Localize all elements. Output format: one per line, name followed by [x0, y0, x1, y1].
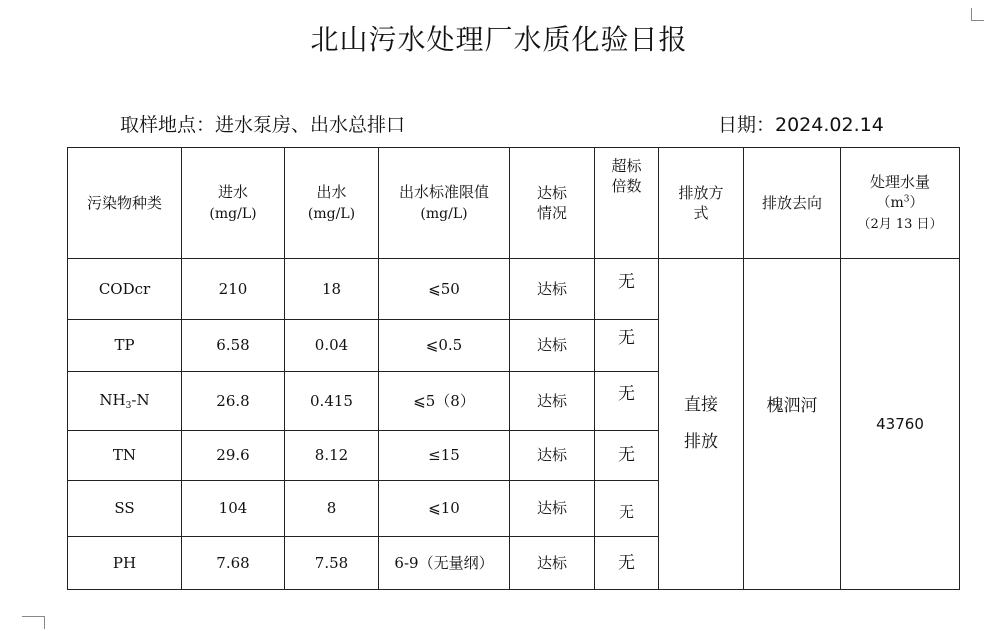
exceed-cell: [595, 320, 659, 372]
discharge-method-cell: [659, 259, 744, 590]
header-discharge-destination: [744, 148, 841, 259]
report-date: 日期：2024.02.14: [718, 114, 884, 136]
inflow-cell: 210: [182, 259, 285, 320]
header-discharge-method: [659, 148, 744, 259]
header-outflow-unit: (mg/L): [307, 205, 356, 222]
inflow-cell: 6.58: [182, 320, 285, 372]
status-cell: 达标: [510, 320, 595, 372]
header-volume: [841, 148, 960, 259]
limit-cell: ≤15: [379, 431, 510, 481]
exceed-value: 无: [618, 445, 635, 466]
header-compliance: [510, 148, 595, 259]
pollutant-cell: TP: [68, 320, 182, 372]
inflow-cell: 29.6: [182, 431, 285, 481]
pollutant-cell: PH: [68, 537, 182, 590]
header-limit: [379, 148, 510, 259]
limit-cell: ⩽10: [379, 481, 510, 537]
header-exceed-line1: 超标: [611, 157, 642, 175]
limit-cell: ⩽0.5: [379, 320, 510, 372]
report-title: 北山污水处理厂水质化验日报: [310, 23, 688, 56]
header-volume-date: （2月 13 日）: [857, 217, 943, 233]
discharge-destination-cell: [744, 259, 841, 590]
pollutant-cell: SS: [68, 481, 182, 537]
outflow-cell: 8: [285, 481, 379, 537]
treated-volume-value: 43760: [876, 414, 924, 433]
volume-unit-superscript: 3: [903, 194, 910, 205]
header-exceed-line2: 倍数: [611, 177, 642, 196]
header-limit-label: 出水标准限值: [398, 183, 489, 202]
header-discharge-method-line2: 式: [693, 204, 709, 222]
discharge-destination-value: 槐泗河: [766, 396, 818, 416]
sampling-location: 取样地点：进水泵房、出水总排口: [120, 114, 406, 136]
status-cell: 达标: [510, 481, 595, 537]
corner-crop-mark: [971, 8, 984, 21]
pollutant-cell: TN: [68, 431, 182, 481]
header-limit-unit: (mg/L): [420, 205, 468, 222]
exceed-cell: [595, 259, 659, 320]
header-pollutant-label: 污染物种类: [86, 193, 162, 212]
header-discharge-method-line1: 排放方: [678, 183, 724, 202]
exceed-cell: [595, 372, 659, 431]
limit-cell: ⩽50: [379, 259, 510, 320]
discharge-method-line2: 排放: [684, 432, 718, 452]
header-inflow: [182, 148, 285, 259]
exceed-value: 无: [618, 552, 635, 573]
water-quality-table: [67, 147, 960, 590]
header-outflow: [285, 148, 379, 259]
outflow-cell: 0.04: [285, 320, 379, 372]
header-volume-label: 处理水量: [869, 173, 930, 192]
outflow-cell: 7.58: [285, 537, 379, 590]
pollutant-subscript: 3: [125, 400, 132, 411]
header-exceed: [595, 148, 659, 259]
limit-cell: 6-9（无量纲）: [379, 537, 510, 590]
header-row: [68, 148, 960, 259]
header-inflow-label: 进水: [217, 183, 248, 202]
pollutant-suffix: -N: [131, 390, 150, 409]
volume-unit-prefix: （m: [876, 195, 904, 212]
pollutant-cell: [68, 372, 182, 431]
volume-unit-suffix: ）: [909, 195, 924, 212]
header-compliance-line2: 情况: [536, 204, 567, 222]
corner-crop-mark: [22, 616, 45, 629]
header-pollutant: [68, 148, 182, 259]
discharge-method-line1: 直接: [684, 394, 718, 415]
exceed-cell: [595, 481, 659, 537]
header-discharge-destination-label: 排放去向: [761, 193, 822, 212]
exceed-value: 无: [618, 328, 635, 349]
header-outflow-label: 出水: [316, 183, 347, 202]
exceed-cell: [595, 537, 659, 590]
exceed-cell: [595, 431, 659, 481]
exceed-value: 无: [618, 502, 634, 521]
inflow-cell: 7.68: [182, 537, 285, 590]
header-inflow-unit: (mg/L): [209, 205, 257, 222]
status-cell: 达标: [510, 259, 595, 320]
inflow-cell: 104: [182, 481, 285, 537]
pollutant-cell: CODcr: [68, 259, 182, 320]
status-cell: 达标: [510, 537, 595, 590]
status-cell: 达标: [510, 372, 595, 431]
outflow-cell: 18: [285, 259, 379, 320]
pollutant-prefix: NH: [99, 390, 126, 409]
outflow-cell: 8.12: [285, 431, 379, 481]
limit-cell: ⩽5（8）: [379, 372, 510, 431]
inflow-cell: 26.8: [182, 372, 285, 431]
status-cell: 达标: [510, 431, 595, 481]
header-compliance-line1: 达标: [536, 183, 567, 202]
exceed-value: 无: [618, 271, 635, 292]
outflow-cell: 0.415: [285, 372, 379, 431]
table-row: [68, 259, 960, 320]
treated-volume-cell: [841, 259, 960, 590]
header-volume-unit: [876, 195, 923, 211]
exceed-value: 无: [618, 383, 635, 404]
